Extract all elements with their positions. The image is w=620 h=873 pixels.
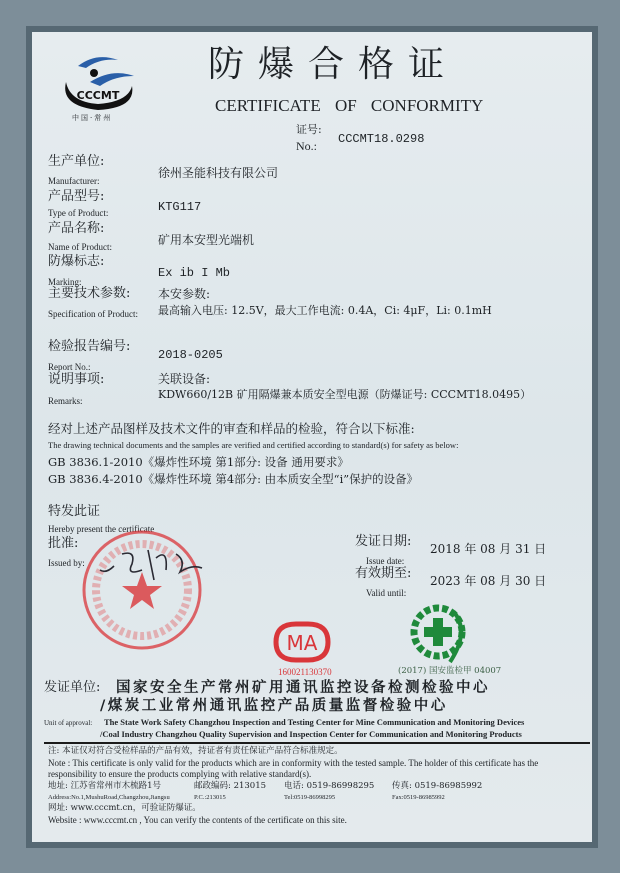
type-label-cn: 产品型号:: [48, 189, 105, 204]
report-no-value: 2018-0205: [158, 348, 223, 362]
unit-label-en: Unit of approval:: [44, 719, 93, 727]
manufacturer-value: 徐州圣能科技有限公司: [158, 166, 279, 180]
fax-en: Fax:0519-86985992: [392, 794, 445, 801]
cert-no-label-en: No.:: [296, 139, 317, 153]
remarks-label-en: Remarks:: [48, 396, 83, 406]
standards-intro-cn: 经对上述产品图样及技术文件的审查和样品的检验，符合以下标准:: [48, 421, 415, 436]
fax-cn: 传真: 0519-86985992: [392, 781, 483, 791]
svg-text:CCCMT: CCCMT: [76, 89, 120, 102]
safety-inspection-mark-icon: [410, 602, 470, 666]
cma-mark-icon: [272, 620, 332, 664]
issued-by-label-en: Issued by:: [48, 558, 85, 568]
present-en: Hereby present the certificate: [48, 524, 155, 534]
cert-no-label-cn: 证号:: [296, 123, 322, 136]
remarks-value: KDW660/12B 矿用隔爆兼本质安全型电源（防爆证号: CCCMT18.0495）: [158, 388, 532, 401]
website-en: Website : www.cccmt.cn , You can verify the contents of the certificate on this site.: [48, 815, 347, 825]
marking-label-en: Marking:: [48, 277, 82, 287]
marking-label-cn: 防爆标志:: [48, 254, 105, 269]
title-cn: 防爆合格证: [208, 44, 459, 85]
cert-no-value: CCCMT18.0298: [338, 132, 425, 146]
note-en-line2: responsibility to ensure the products complying with relative standard(s).: [48, 769, 312, 779]
approve-label-cn: 批准:: [48, 536, 79, 551]
standards-intro-en: The drawing technical documents and the samples are verified and certified according to standard(s) for safety as below:: [48, 440, 459, 450]
issue-date-value: 2018 年 08 月 31 日: [430, 542, 547, 556]
valid-until-value: 2023 年 08 月 30 日: [430, 574, 547, 588]
product-name-label-en: Name of Product:: [48, 242, 112, 252]
unit-label-cn: 发证单位:: [44, 680, 101, 695]
standard-item: GB 3836.4-2010《爆炸性环境 第4部分: 由本质安全型“i”保护的设备》: [48, 472, 419, 486]
spec-value: 最高输入电压: 12.5V，最大工作电流: 0.4A，Ci: 4μF，Li: 0.1mH: [158, 304, 492, 317]
spec-subtitle: 本安参数:: [158, 287, 211, 301]
type-label-en: Type of Product:: [48, 208, 109, 218]
present-cn: 特发此证: [48, 504, 101, 519]
spec-label-cn: 主要技术参数:: [48, 286, 131, 301]
type-value: KTG117: [158, 200, 202, 214]
logo-caption: 中国·常州: [72, 114, 113, 122]
product-name-label-cn: 产品名称:: [48, 221, 105, 236]
marking-value: Ex ib I Mb: [158, 266, 231, 280]
note-en-line1: Note : This certificate is only valid for the products which are in conformity with the tested sample. The holder of this certificate has the: [48, 758, 539, 768]
unit-line2-en: /Coal Industry Changzhou Quality Supervision and Inspection Center for Communication and Monitoring Products: [100, 729, 522, 739]
phone-cn: 电话: 0519-86998295: [284, 781, 375, 791]
cma-number: 160021130370: [278, 667, 332, 677]
phone-en: Tel:0519-86998295: [284, 794, 336, 801]
svg-text:MA: MA: [286, 631, 318, 655]
unit-line1-cn: 国家安全生产常州矿用通讯监控设备检测检验中心: [116, 680, 490, 696]
note-cn: 注: 本证仅对符合受检样品的产品有效，持证者有责任保证产品符合标准规定。: [48, 746, 343, 756]
spec-label-en: Specification of Product:: [48, 309, 138, 319]
manufacturer-label-cn: 生产单位:: [48, 154, 105, 169]
unit-line2-cn: /煤炭工业常州通讯监控产品质量监督检验中心: [100, 698, 448, 714]
report-no-label-en: Report No.:: [48, 362, 91, 372]
report-no-label-cn: 检验报告编号:: [48, 339, 131, 354]
issue-date-label-cn: 发证日期:: [355, 534, 412, 549]
remarks-label-cn: 说明事项:: [48, 372, 105, 387]
remarks-subtitle: 关联设备:: [158, 372, 211, 386]
issue-date-label-en: Issue date:: [366, 556, 405, 566]
product-name-value: 矿用本安型光端机: [158, 233, 255, 247]
postcode-en: P.C.:213015: [194, 794, 226, 801]
standard-item: GB 3836.1-2010《爆炸性环境 第1部分: 设备 通用要求》: [48, 455, 349, 469]
signature-icon: [96, 540, 206, 585]
safety-inspection-number: (2017) 国安监检甲 04007: [398, 666, 502, 676]
valid-until-label-cn: 有效期至:: [355, 566, 412, 581]
address-en: Address:No.1,MushuRoad,Changzhou,Jiangsu: [48, 794, 170, 801]
title-en: CERTIFICATE OF CONFORMITY: [215, 96, 484, 115]
postcode-cn: 邮政编码: 213015: [194, 781, 267, 791]
unit-line1-en: The State Work Safety Changzhou Inspection and Testing Center for Mine Communication and Monitoring Devices: [104, 717, 525, 727]
valid-until-label-en: Valid until:: [366, 588, 407, 598]
website-cn: 网址: www.cccmt.cn，可验证防爆证。: [48, 803, 201, 813]
address-cn: 地址: 江苏省常州市木梳路1号: [48, 781, 161, 791]
cccmt-logo-icon: [56, 52, 140, 114]
footer-divider: [44, 742, 590, 744]
manufacturer-label-en: Manufacturer:: [48, 176, 100, 186]
